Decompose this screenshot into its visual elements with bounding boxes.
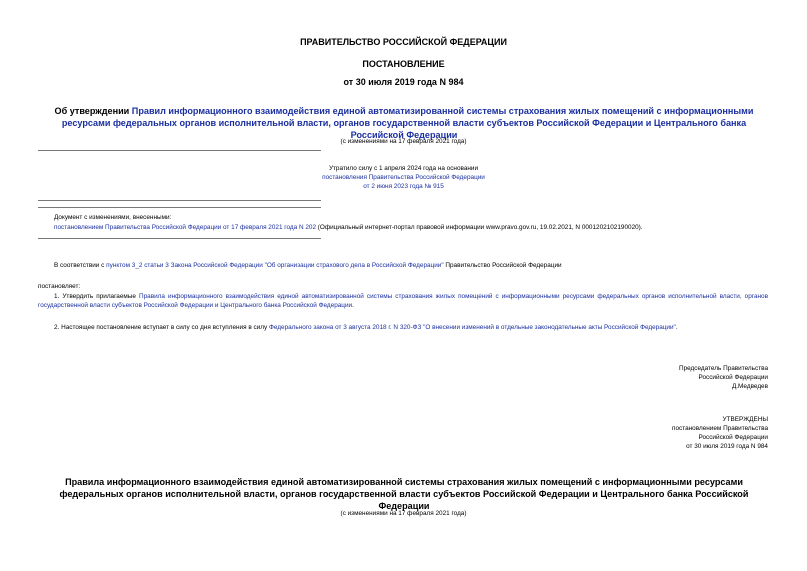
title-prefix: Об утверждении [54,106,130,116]
signature-block [468,364,768,391]
divider [38,207,321,208]
document-date-number: от 30 июля 2019 года N 984 [343,77,464,87]
approval-stamp [468,415,768,451]
divider [38,238,321,239]
preamble-suffix: Правительство Российской Федерации [445,262,562,269]
rules-title-link[interactable]: Правил информационного взаимодействия единой автоматизированной системы страхования жилых помещений с информационными ресурсами федеральных органов исполнительной власти, органов государственной власти субъектов Российской Федерации и Центрального банка Российской Федерации [61,106,754,140]
signature-country: Российской Федерации [698,374,768,381]
divider [38,200,321,201]
item-2-suffix: . [675,324,678,331]
document-title [38,105,770,141]
amendment-source: (Официальный интернет-портал правовой информации www.pravo.gov.ru, 19.02.2021, N 0001202102190020). [317,224,643,231]
rules-edition-note: (с изменениями на 17 февраля 2021 года) [340,510,467,517]
decrees-word: постановляет: [38,283,81,290]
expired-decree-date-link[interactable]: от 2 июня 2023 года № 915 [363,183,444,190]
approved-date: от 30 июля 2019 года N 984 [686,443,768,450]
divider [38,150,321,151]
expired-decree-link[interactable]: постановления Правительства Российской Федерации [322,174,485,181]
preamble-prefix: В соответствии с [54,262,105,269]
approved-rules-link[interactable]: Правила информационного взаимодействия единой автоматизированной системы страхования жилых помещений с информационными ресурсами федеральных органов исполнительной власти, органов государственной власти субъектов Российской Федерации и Центрального банка Российской Федерации [38,293,768,309]
amendments-label: Документ с изменениями, внесенными: [54,214,172,221]
amendment-decree-link[interactable]: постановлением Правительства Российской Федерации от 17 февраля 2021 года N 202 [54,224,317,231]
rules-heading: Правила информационного взаимодействия единой автоматизированной системы страхования жилых помещений с информационными ресурсами федеральных органов исполнительной власти, органов государственной власти субъектов Российской Федерации и Центрального банка Российской Федерации [59,477,749,511]
item-1-suffix: . [352,302,354,309]
edition-note: (с изменениями на 17 февраля 2021 года) [340,138,467,145]
expired-line: Утратило силу с 1 апреля 2024 года на основании [328,165,479,172]
approved-label: УТВЕРЖДЕНЫ [722,416,768,423]
expired-notice [0,164,807,191]
federal-law-link[interactable]: Федерального закона от 3 августа 2018 г. N 320-ФЗ "О внесении изменений в отдельные законодательные акты Российской Федерации" [269,324,676,331]
insurance-law-link[interactable]: пунктом 3_2 статьи 3 Закона Российской Федерации "Об организации страхового дела в Российской Федерации" [106,262,444,269]
item-1-prefix: 1. Утвердить прилагаемые [54,293,136,300]
signature-position: Председатель Правительства [679,365,768,372]
preamble [54,261,774,270]
amendments-block [54,213,774,232]
government-heading: ПРАВИТЕЛЬСТВО РОССИЙСКОЙ ФЕДЕРАЦИИ [300,37,507,47]
approved-country: Российской Федерации [698,434,768,441]
item-2 [54,323,768,332]
document-type: ПОСТАНОВЛЕНИЕ [362,59,445,69]
item-2-prefix: 2. Настоящее постановление вступает в силу со дня вступления в силу [54,324,268,331]
item-1 [38,292,768,310]
signature-name: Д.Медведев [731,383,768,390]
approved-by: постановлением Правительства [672,425,768,432]
